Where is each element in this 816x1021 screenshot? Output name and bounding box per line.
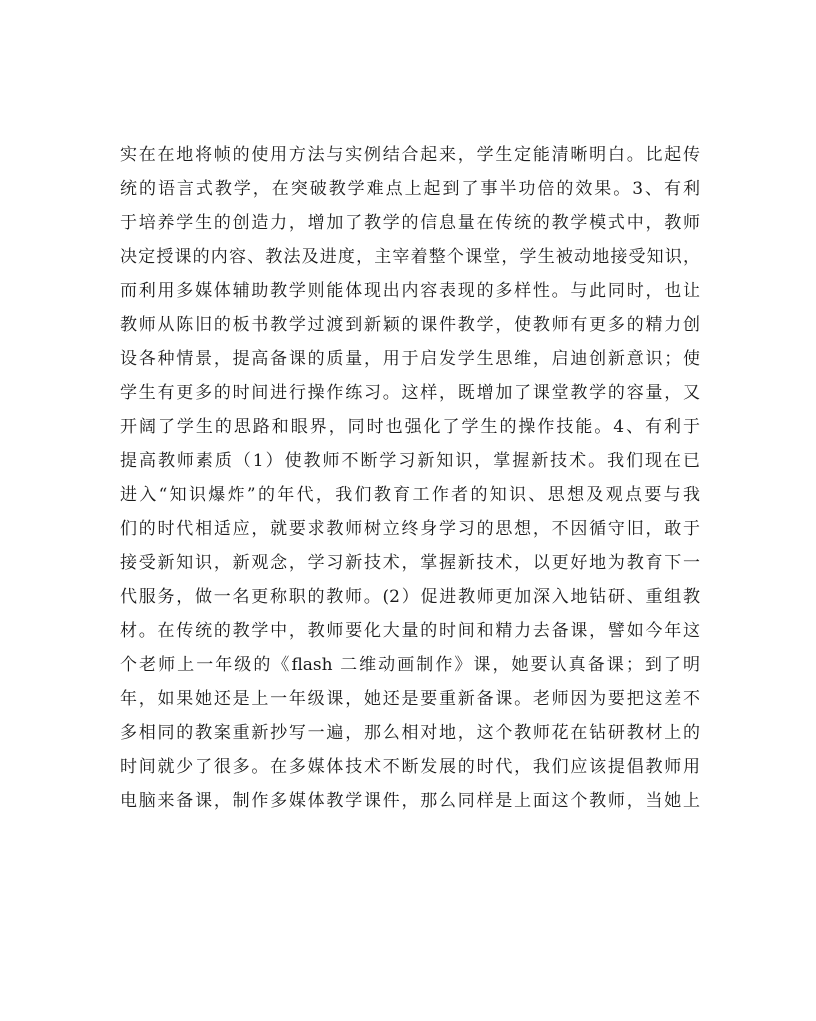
text-line: 设各种情景，提高备课的质量，用于启发学生思维，启迪创新意识；使	[120, 349, 700, 369]
text-line: 年，如果她还是上一年级课，她还是要重新备课。老师因为要把这差不	[120, 689, 700, 709]
text-line: 多相同的教案重新抄写一遍，那么相对地，这个教师花在钻研教材上的	[120, 723, 700, 743]
text-line: 而利用多媒体辅助教学则能体现出内容表现的多样性。与此同时，也让	[120, 281, 700, 301]
text-line: 学生有更多的时间进行操作练习。这样，既增加了课堂教学的容量，又	[120, 383, 700, 403]
text-line: 材。在传统的教学中，教师要化大量的时间和精力去备课，譬如今年这	[120, 621, 700, 641]
text-line: 时间就少了很多。在多媒体技术不断发展的时代，我们应该提倡教师用	[120, 757, 700, 777]
text-line: 们的时代相适应，就要求教师树立终身学习的思想，不因循守旧，敢于	[120, 519, 700, 539]
text-line: 个老师上一年级的《flash 二维动画制作》课，她要认真备课；到了明	[120, 655, 700, 675]
text-line: 教师从陈旧的板书教学过渡到新颖的课件教学，使教师有更多的精力创	[120, 315, 700, 335]
text-line: 进入“知识爆炸”的年代，我们教育工作者的知识、思想及观点要与我	[120, 485, 700, 505]
text-line: 统的语言式教学，在突破教学难点上起到了事半功倍的效果。3、有利	[120, 179, 700, 199]
text-line: 提高教师素质（1）使教师不断学习新知识，掌握新技术。我们现在已	[120, 451, 700, 471]
text-line: 接受新知识，新观念，学习新技术，掌握新技术，以更好地为教育下一	[120, 553, 700, 573]
text-line: 决定授课的内容、教法及进度，主宰着整个课堂，学生被动地接受知识，	[120, 247, 700, 267]
text-line: 开阔了学生的思路和眼界，同时也强化了学生的操作技能。4、有利于	[120, 417, 700, 437]
text-line: 代服务，做一名更称职的教师。(2）促进教师更加深入地钻研、重组教	[120, 587, 700, 607]
text-line: 电脑来备课，制作多媒体教学课件，那么同样是上面这个教师，当她上	[120, 791, 700, 811]
text-line: 于培养学生的创造力，增加了教学的信息量在传统的教学模式中，教师	[120, 213, 700, 233]
body-text	[120, 138, 700, 818]
text-line: 实在在地将帧的使用方法与实例结合起来，学生定能清晰明白。比起传	[120, 145, 700, 165]
